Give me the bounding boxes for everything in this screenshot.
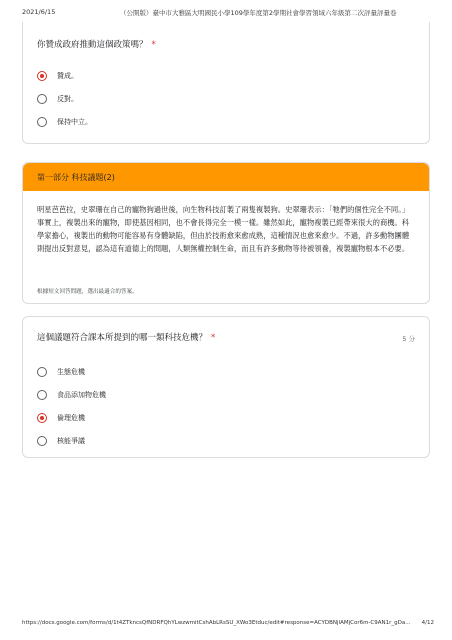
print-date: 2021/6/15 — [22, 8, 56, 16]
points-label: 5 分 — [402, 335, 415, 343]
section-description: 明星芭芭拉，史翠珊在自己的寵物狗過世後，向生物科技訂製了兩隻複製狗。史翠珊表示：「牠們的個性完全不同。」事實上，複製出來的寵物，即使基因相同，也不會長得完全一模一樣。雖然如此，寵物複製已經帶來很大的商機。科學家擔心，複製出的動物可能容易有身體缺陷，但由於技術愈來愈成熟，這種情況也愈來愈少。不過，許多動物團體則提出反對意見，認為這有道德上的問題，人類無權控制生命，而且有許多動物等待被領養，複製寵物根本不必要。 — [37, 205, 410, 253]
option-label: 保持中立。 — [57, 118, 92, 126]
radio-option-agree[interactable] — [37, 69, 78, 83]
question-text: 這個議題符合課本所提到的哪一類科技危機？ — [37, 333, 208, 343]
print-header — [22, 8, 430, 20]
radio-unchecked-icon[interactable] — [37, 367, 47, 377]
print-url: https://docs.google.com/forms/d/1t4ZTkncsQfNDRFQhYLwzwmitCshAbLRsSU_XWo3Etduc/edit#response=ACYDBNjlAMjCor6m-C9AN1r_gDa... — [22, 620, 411, 626]
section-note: 根據短文回答問題，選出最適合的答案。 — [37, 289, 138, 295]
required-asterisk: * — [211, 333, 216, 343]
option-label: 倫理危機 — [57, 414, 85, 422]
section-title: 第一部分 科技議題(2) — [37, 173, 115, 182]
radio-option-ethics[interactable] — [37, 411, 85, 425]
question-title — [37, 331, 215, 343]
radio-option-ecology[interactable] — [37, 365, 85, 379]
question-card-2 — [22, 316, 430, 458]
radio-checked-icon[interactable] — [37, 413, 47, 423]
radio-option-oppose[interactable] — [37, 92, 78, 106]
option-label: 反對。 — [57, 95, 78, 103]
question-card-1 — [22, 22, 430, 144]
option-label: 生態危機 — [57, 368, 85, 376]
question-title — [37, 38, 156, 50]
question-text: 你贊成政府推動這個政策嗎？ — [37, 40, 148, 50]
option-label: 核能爭議 — [57, 437, 85, 445]
page-number: 4/12 — [421, 620, 434, 626]
radio-unchecked-icon[interactable] — [37, 436, 47, 446]
print-title: （公開版）臺中市大雅區大明國民小學109學年度第2學期社會學習領域六年級第二次評量評量卷 — [120, 9, 397, 17]
option-label: 食品添加物危機 — [57, 391, 106, 399]
required-asterisk: * — [151, 40, 156, 50]
radio-unchecked-icon[interactable] — [37, 94, 47, 104]
option-label: 贊成。 — [57, 72, 78, 80]
radio-unchecked-icon[interactable] — [37, 390, 47, 400]
section-card — [22, 162, 430, 304]
radio-option-nuclear[interactable] — [37, 434, 85, 448]
print-footer — [22, 620, 434, 630]
radio-unchecked-icon[interactable] — [37, 117, 47, 127]
radio-checked-icon[interactable] — [37, 71, 47, 81]
section-header — [23, 163, 429, 191]
radio-option-food-additive[interactable] — [37, 388, 106, 402]
radio-option-neutral[interactable] — [37, 115, 92, 129]
